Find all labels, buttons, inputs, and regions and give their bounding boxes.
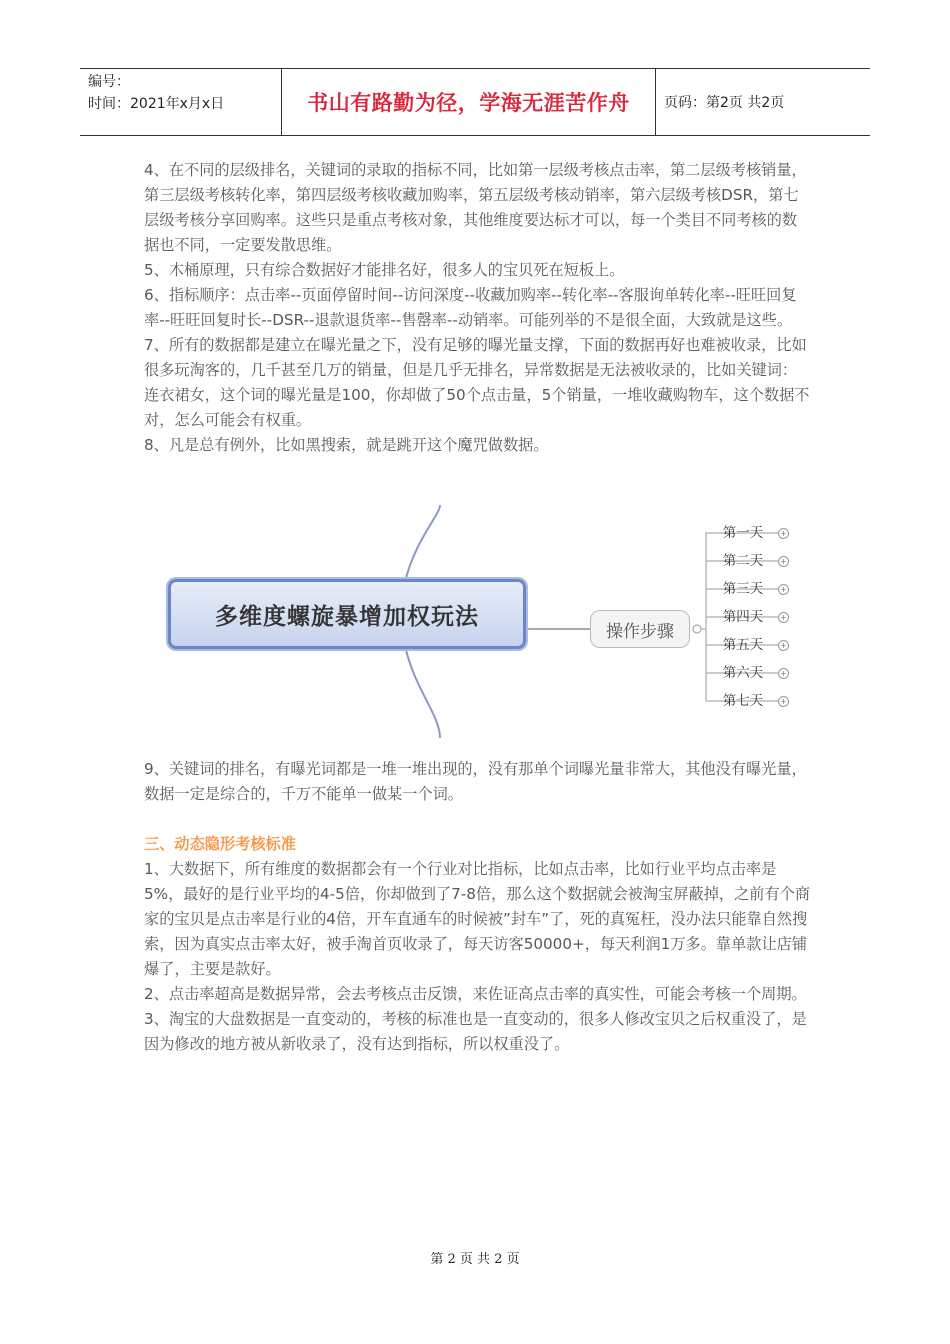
section-heading: 三、动态隐形考核标准 bbox=[144, 835, 296, 853]
section-paragraph-3: 3、淘宝的大盘数据是一直变动的，考核的标准也是一直变动的，很多人修改宝贝之后权重没了，是因为修改的地方被从新收录了，没有达到指标，所以权重没了。 bbox=[144, 1010, 807, 1053]
expand-icon: + bbox=[778, 640, 789, 651]
mind-map-diagram bbox=[150, 500, 818, 745]
paragraph-6: 6、指标顺序：点击率--页面停留时间--访问深度--收藏加购率--转化率--客服询单转化率--旺旺回复率--旺旺回复时长--DSR--退款退货率--售罄率--动销率。可能列举的不是很全面，大致就是这些。 bbox=[144, 286, 797, 329]
paragraph-4: 4、在不同的层级排名，关键词的录取的指标不同，比如第一层级考核点击率，第二层级考核销量，第三层级考核转化率，第四层级考核收藏加购率，第五层级考核动销率，第六层级考核DSR，第七层级考核分享回购率。这些只是重点考核对象，其他维度要达标才可以，每一个类目不同考核的数据也不同，一定要发散思维。 bbox=[144, 161, 807, 254]
expand-icon: + bbox=[778, 612, 789, 623]
paragraph-8: 8、凡是总有例外，比如黑搜索，就是跳开这个魔咒做数据。 bbox=[144, 436, 549, 454]
expand-icon: + bbox=[778, 584, 789, 595]
paragraph-5: 5、木桶原理，只有综合数据好才能排名好，很多人的宝贝死在短板上。 bbox=[144, 261, 625, 279]
document-body bbox=[144, 158, 812, 458]
section-paragraph-1: 1、大数据下，所有维度的数据都会有一个行业对比指标，比如点击率，比如行业平均点击率是5%，最好的是行业平均的4-5倍，你却做到了7-8倍，那么这个数据就会被淘宝屏蔽掉，之前有个商家的宝贝是点击率是行业的4倍，开车直通车的时候被”封车”了，死的真冤枉，没办法只能靠自然搜索，因为真实点击率太好，被手淘首页收录了，每天访客50000+，每天利润1万多。靠单款让店铺爆了，主要是款好。 bbox=[144, 860, 811, 978]
section-paragraph-2: 2、点击率超高是数据异常，会去考核点击反馈，来佐证高点击率的真实性，可能会考核一个周期。 bbox=[144, 985, 807, 1003]
day-node-6: 第六天 bbox=[722, 665, 764, 681]
page-footer: 第 2 页 共 2 页 bbox=[430, 1252, 520, 1267]
expand-icon: + bbox=[778, 668, 789, 679]
paragraph-7: 7、所有的数据都是建立在曝光量之下，没有足够的曝光量支撑，下面的数据再好也难被收录，比如很多玩淘客的，几千甚至几万的销量，但是几乎无排名，异常数据是无法被收录的，比如关键词：连衣裙女，这个词的曝光量是100，你却做了50个点击量，5个销量，一堆收藏购物车，这个数据不对，怎么可能会有权重。 bbox=[144, 336, 810, 429]
mind-map-root: 多维度螺旋暴增加权玩法 bbox=[168, 579, 526, 649]
header-table bbox=[80, 68, 870, 136]
day-node-7: 第七天 bbox=[722, 693, 764, 709]
time-label: 时间：2021年x月x日 bbox=[88, 96, 225, 112]
day-node-4: 第四天 bbox=[722, 609, 764, 625]
day-node-3: 第三天 bbox=[722, 581, 764, 597]
day-node-2: 第二天 bbox=[722, 553, 764, 569]
header-motto: 书山有路勤为径，学海无涯苦作舟 bbox=[282, 69, 656, 135]
expand-icon: + bbox=[778, 696, 789, 707]
day-node-5: 第五天 bbox=[722, 637, 764, 653]
mind-map-step-node: 操作步骤 bbox=[590, 610, 690, 648]
header-meta-cell bbox=[80, 69, 282, 135]
number-label: 编号： bbox=[88, 74, 130, 90]
header-page-info: 页码：第2页 共2页 bbox=[664, 95, 785, 111]
document-body-lower bbox=[144, 757, 812, 1057]
day-node-1: 第一天 bbox=[722, 525, 764, 541]
expand-icon: + bbox=[778, 528, 789, 539]
expand-icon: + bbox=[778, 556, 789, 567]
paragraph-9: 9、关键词的排名，有曝光词都是一堆一堆出现的，没有那单个词曝光量非常大，其他没有曝光量，数据一定是综合的，千万不能单一做某一个词。 bbox=[144, 760, 807, 803]
